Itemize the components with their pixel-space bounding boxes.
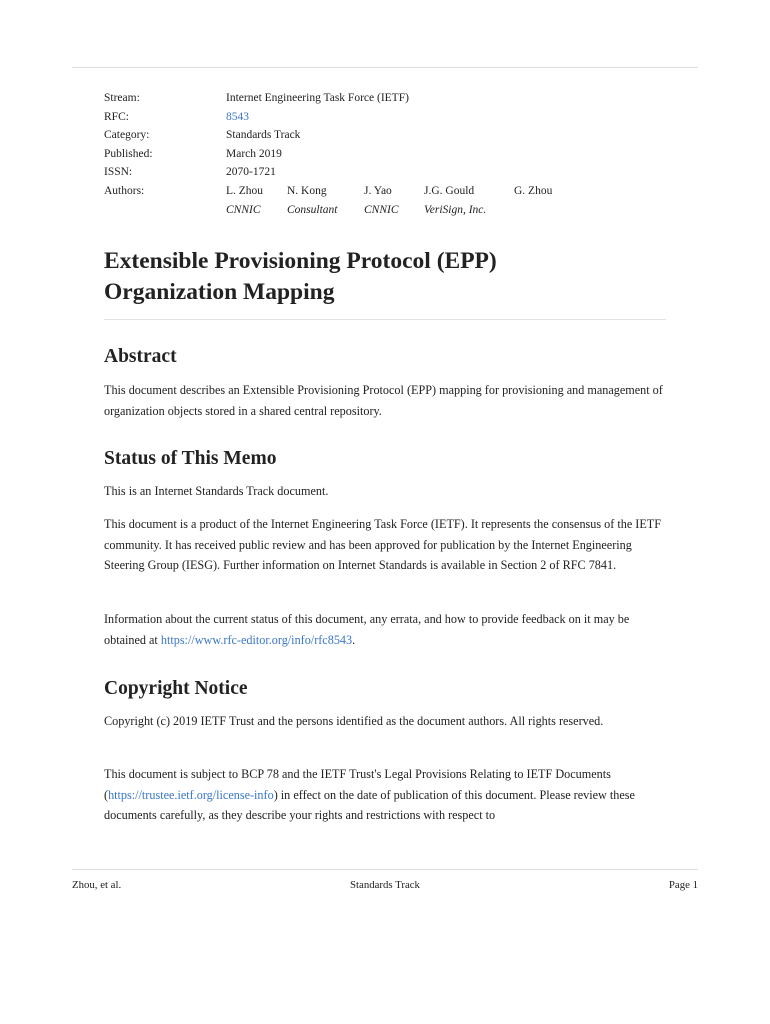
meta-rfc-label: RFC: — [104, 110, 129, 123]
meta-authors — [104, 182, 574, 219]
author — [424, 182, 514, 219]
meta-published-label: Published: — [104, 147, 153, 160]
trustee-license-link[interactable]: https://trustee.ietf.org/license-info — [108, 787, 274, 802]
author-name: N. Kong — [287, 184, 327, 197]
author-affiliation: Consultant — [287, 203, 338, 216]
title-line-1: Extensible Provisioning Protocol (EPP) — [104, 248, 497, 274]
copyright-paragraph-2 — [104, 764, 670, 826]
copyright-paragraph-1: Copyright (c) 2019 IETF Trust and the persons identified as the document authors. All rights reserved. — [104, 714, 604, 728]
footer-page-number: Page 1 — [668, 879, 698, 891]
meta-stream — [104, 89, 574, 108]
author-name: J.G. Gould — [424, 184, 475, 197]
author-list — [226, 182, 574, 219]
abstract-text: This document describes an Extensible Provisioning Protocol (EPP) mapping for provisioning and management of organization objects stored in a shared central repository. — [104, 383, 663, 418]
status-paragraph-2: This document is a product of the Internet Engineering Task Force (IETF). It represents the consensus of the IETF community. It has received public review and has been approved for publication by the Internet Engineering Steering Group (IESG). Further information on Internet Standards is available in Section 2 of RFC 7841. — [104, 517, 662, 573]
meta-published-value: March 2019 — [226, 147, 282, 160]
footer-category: Standards Track — [350, 879, 420, 891]
author-name: L. Zhou — [226, 184, 264, 197]
footer-rule — [72, 869, 698, 870]
document-metadata — [104, 89, 574, 219]
author-affiliation: CNNIC — [226, 203, 261, 216]
document-title — [104, 246, 684, 308]
meta-category-label: Category: — [104, 129, 150, 142]
rfc-editor-info-link[interactable]: https://www.rfc-editor.org/info/rfc8543 — [160, 632, 353, 647]
meta-issn-label: ISSN: — [104, 166, 133, 179]
status-paragraph-1: This is an Internet Standards Track document. — [104, 484, 329, 498]
copyright-paragraph-2-text: This document is subject to BCP 78 and the IETF Trust's Legal Provisions Relating to IETF Documents ( — [104, 767, 611, 802]
meta-stream-value: Internet Engineering Task Force (IETF) — [226, 92, 409, 104]
meta-issn-value: 2070-1721 — [226, 166, 276, 179]
status-paragraph-3 — [104, 609, 670, 650]
meta-authors-label: Authors: — [104, 184, 145, 197]
meta-category-value: Standards Track — [226, 129, 301, 142]
status-paragraph-3-end: . — [352, 632, 356, 647]
author — [226, 182, 287, 219]
copyright-paragraph-2-end: ) in effect on the date of publication of this document. Please review these documents carefully, as they describe your rights and restrictions with respect to — [104, 787, 635, 823]
footer-authors: Zhou, et al. — [72, 879, 122, 891]
author-affiliation: CNNIC — [364, 203, 399, 216]
rfc-number-link[interactable]: 8543 — [226, 110, 249, 123]
meta-published — [104, 145, 574, 164]
header-rule — [72, 67, 698, 68]
author — [364, 182, 424, 219]
meta-stream-label: Stream: — [104, 92, 140, 104]
author-name: G. Zhou — [514, 184, 553, 197]
meta-rfc — [104, 108, 574, 127]
copyright-heading: Copyright Notice — [104, 678, 248, 699]
author — [514, 182, 574, 219]
title-line-2: Organization Mapping — [104, 279, 335, 305]
status-paragraph-3-text: Information about the current status of this document, any errata, and how to provide feedback on it may be obtained at — [104, 612, 630, 647]
author — [287, 182, 364, 219]
title-rule — [104, 319, 666, 320]
abstract-heading: Abstract — [104, 346, 177, 367]
author-name: J. Yao — [364, 184, 392, 197]
meta-issn — [104, 163, 574, 182]
status-heading: Status of This Memo — [104, 448, 277, 469]
author-affiliation: VeriSign, Inc. — [424, 203, 487, 216]
meta-category — [104, 126, 574, 145]
